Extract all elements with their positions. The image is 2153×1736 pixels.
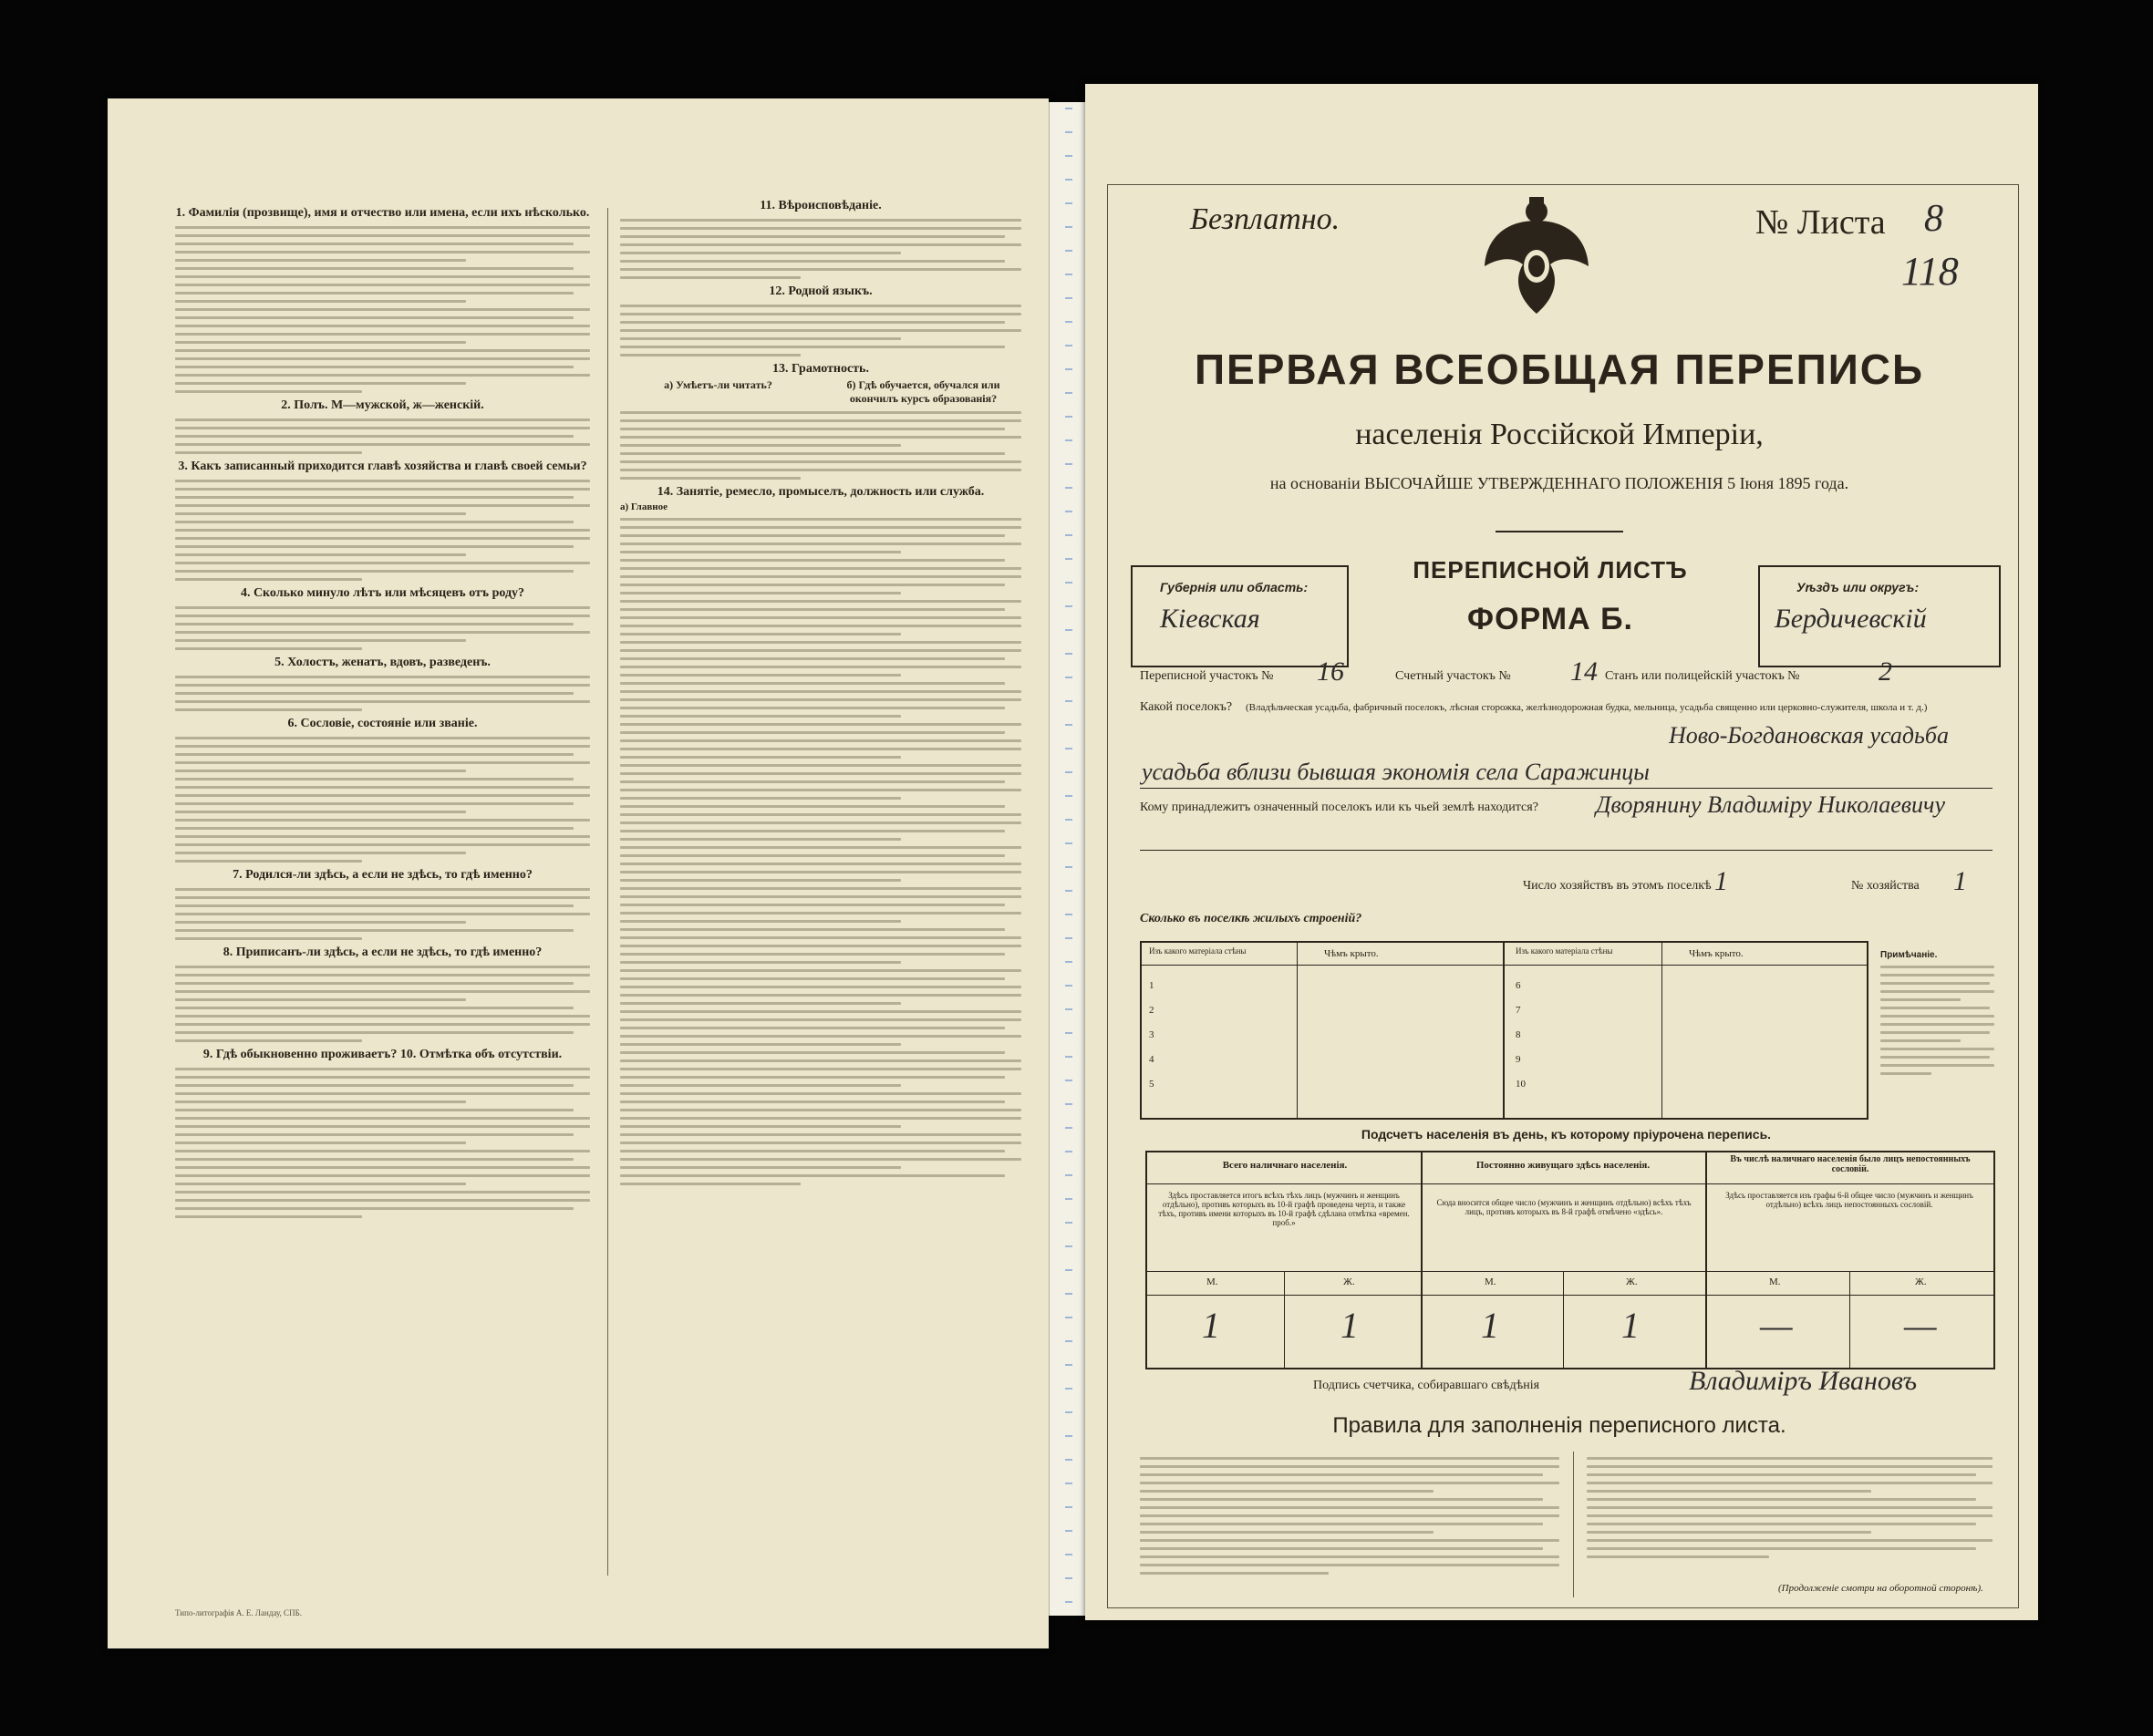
printer-imprint: Типо-литографія А. Е. Ландау, СПБ. xyxy=(175,1608,302,1617)
rules-title: Правила для заполненія переписного листа. xyxy=(1332,1413,1786,1438)
buildings-table xyxy=(1140,941,1868,1120)
perepis-uchastok-value[interactable]: 16 xyxy=(1317,656,1344,687)
title-rule xyxy=(1496,531,1623,532)
archive-number-handwritten: 118 xyxy=(1901,249,1959,294)
sheet-number-handwritten: 8 xyxy=(1924,198,1943,240)
uezd-value[interactable]: Бердичевскій xyxy=(1775,604,1927,634)
household-no-label: № хозяйства xyxy=(1851,879,1920,893)
count-title: Подсчетъ населенія въ день, къ которому пріурочена перепись. xyxy=(1361,1127,1772,1142)
section-7-heading: 7. Родился-ли здѣсь, а если не здѣсь, то гдѣ именно? xyxy=(233,868,533,882)
section-5-heading: 5. Холостъ, женатъ, вдовъ, разведенъ. xyxy=(274,656,491,669)
bld-col-line-left xyxy=(1297,943,1298,1118)
section-8-heading: 8. Приписанъ-ли здѣсь, а если не здѣсь, то гдѣ именно? xyxy=(223,946,543,959)
uezd-label: Уѣздъ или округъ: xyxy=(1796,580,1920,594)
section-9-10-heading: 9. Гдѣ обыкновенно проживаетъ? 10. Отмѣтка объ отсутствіи. xyxy=(202,1048,563,1061)
rules-column-2 xyxy=(1587,1452,1993,1579)
imperial-eagle-icon xyxy=(1477,193,1596,321)
bld-head-material-left: Изъ какого матеріала стѣны xyxy=(1149,946,1247,956)
sex-m-3: М. xyxy=(1769,1276,1781,1287)
sex-m-2: М. xyxy=(1485,1276,1496,1287)
households-value[interactable]: 1 xyxy=(1714,866,1728,896)
sex-m-1: М. xyxy=(1206,1276,1218,1287)
sex-f-2: Ж. xyxy=(1626,1276,1638,1287)
rules-divider xyxy=(1573,1452,1574,1597)
poselok-value-2[interactable]: усадьба вблизи бывшая экономія села Саражинцы xyxy=(1142,759,1650,785)
household-no-value[interactable]: 1 xyxy=(1953,866,1967,896)
bld-rows-right: 6 7 8 9 10 xyxy=(1516,980,1526,1090)
form-title-line1: ПЕРЕПИСНОЙ ЛИСТЪ xyxy=(1413,556,1688,584)
section-3-heading: 3. Какъ записанный приходится главѣ хозяйства и главѣ своей семьи? xyxy=(178,460,587,473)
section-14-heading: 14. Занятіе, ремесло, промыселъ, должность или служба. xyxy=(657,485,985,499)
count-permanent-m[interactable]: 1 xyxy=(1481,1305,1499,1346)
gubernia-value[interactable]: Кіевская xyxy=(1160,604,1260,634)
sub-13a: а) Умѣетъ-ли читать? xyxy=(664,378,772,391)
census-subtitle: населенія Россійской Имперіи, xyxy=(1355,418,1764,451)
count-permanent-f[interactable]: 1 xyxy=(1621,1305,1640,1346)
sub-14a: а) Главное xyxy=(620,501,668,512)
poselok-hint: (Владѣльческая усадьба, фабричный поселокъ, лѣсная сторожка, желѣзнодорожная будка, мельница, усадьба священно или церковно-служителя, школа и т. д.) xyxy=(1246,702,1928,713)
counter-signature-value[interactable]: Владиміръ Ивановъ xyxy=(1689,1366,1918,1396)
bld-head-material-right: Изъ какого матеріала стѣны xyxy=(1516,946,1613,956)
count-desc-permanent: Сюда вносится общее число (мужчинъ и женщинъ отдѣльно) всѣхъ тѣхъ лицъ, противъ которыхъ въ 8-й графѣ отмѣчено «здѣсь». xyxy=(1436,1198,1692,1216)
owner-underline xyxy=(1140,850,1993,851)
count-transient-m[interactable]: — xyxy=(1760,1305,1793,1346)
instructions-column-2 xyxy=(620,195,1021,1588)
column-divider xyxy=(607,208,608,1576)
sub-13b: б) Гдѣ обучается, обучался или окончилъ курсъ образованія? xyxy=(846,378,1000,405)
uezd-box xyxy=(1758,565,2001,667)
right-page-census-form xyxy=(1085,84,2038,1620)
count-desc-total: Здѣсь проставляется итогъ всѣхъ тѣхъ лицъ (мужчинъ и женщинъ отдѣльно), противъ которыхъ въ 10-й графѣ проведена черта, и также тѣхъ, противъ имени которыхъ въ 10-й графѣ сдѣлана отмѣтка «времен. проб.» xyxy=(1158,1191,1410,1227)
note-block xyxy=(1880,950,1994,1080)
census-basis: на основаніи ВЫСОЧАЙШЕ УТВЕРЖДЕННАГО ПОЛОЖЕНІЯ 5 Іюня 1895 года. xyxy=(1269,474,1849,492)
owner-label: Кому принадлежитъ означенный поселокъ или къ чьей землѣ находится? xyxy=(1140,801,1538,814)
section-13-heading: 13. Грамотность. xyxy=(772,362,869,376)
bld-col-line-right xyxy=(1661,943,1662,1118)
count-total-f[interactable]: 1 xyxy=(1340,1305,1359,1346)
buildings-label: Сколько въ поселкѣ жилыхъ строеній? xyxy=(1140,912,1362,925)
section-1-heading: 1. Фамилія (прозвище), имя и отчество или имена, если ихъ нѣсколько. xyxy=(175,206,590,220)
left-page-instructions xyxy=(108,98,1049,1648)
count-desc-transient: Здѣсь проставляется изъ графы 6-й общее число (мужчинъ и женщинъ отдѣльно) всѣхъ лицъ непостоянныхъ сословій. xyxy=(1725,1191,1973,1209)
poselok-underline xyxy=(1140,788,1993,789)
bld-head-roof-right: Чѣмъ крыто. xyxy=(1689,948,1744,959)
stan-value[interactable]: 2 xyxy=(1879,656,1892,687)
buildings-table-header-rule xyxy=(1142,965,1867,966)
count-total-m[interactable]: 1 xyxy=(1202,1305,1220,1346)
section-2-heading: 2. Полъ. М—мужской, ж—женскій. xyxy=(281,398,484,412)
free-label: Безплатно. xyxy=(1190,202,1340,236)
stan-label: Станъ или полицейскій участокъ № xyxy=(1605,669,1800,683)
instructions-column-1 xyxy=(175,202,590,1588)
gubernia-label: Губернія или область: xyxy=(1160,580,1309,594)
census-title: ПЕРВАЯ ВСЕОБЩАЯ ПЕРЕПИСЬ xyxy=(1194,346,1925,393)
schetny-uchastok-label: Счетный участокъ № xyxy=(1395,669,1511,683)
counter-signature-label: Подпись счетчика, собиравшаго свѣдѣнія xyxy=(1313,1379,1540,1392)
section-11-heading: 11. Вѣроисповѣданіе. xyxy=(760,199,882,212)
count-head-transient: Въ числѣ наличнаго населенія было лицъ непостоянныхъ сословій. xyxy=(1730,1154,1971,1174)
note-label: Примѣчаніе. xyxy=(1880,950,1938,960)
rules-footer: (Продолженіе смотри на оборотной сторонѣ). xyxy=(1778,1583,1983,1594)
perepis-uchastok-label: Переписной участокъ № xyxy=(1140,669,1274,683)
rules-column-1 xyxy=(1140,1452,1559,1597)
buildings-table-divider xyxy=(1503,943,1505,1118)
bld-rows-left: 1 2 3 4 5 xyxy=(1149,980,1154,1090)
owner-value[interactable]: Дворянину Владиміру Николаевичу xyxy=(1596,791,1945,818)
count-head-permanent: Постоянно живущаго здѣсь населенія. xyxy=(1475,1160,1651,1171)
poselok-value[interactable]: Ново-Богдановская усадьба xyxy=(1669,722,1949,749)
households-label: Число хозяйствъ въ этомъ поселкѣ xyxy=(1523,879,1712,893)
count-transient-f[interactable]: — xyxy=(1904,1305,1937,1346)
binding-stitches xyxy=(1065,108,1072,1610)
schetny-uchastok-value[interactable]: 14 xyxy=(1570,656,1598,687)
bld-head-roof-left: Чѣмъ крыто. xyxy=(1324,948,1379,959)
sheet-number-label: № Листа xyxy=(1755,203,1886,242)
section-6-heading: 6. Сословіе, состояніе или званіе. xyxy=(287,717,478,730)
section-4-heading: 4. Сколько минуло лѣтъ или мѣсяцевъ отъ роду? xyxy=(240,586,525,600)
population-count-table xyxy=(1145,1151,1995,1369)
sex-f-1: Ж. xyxy=(1343,1276,1355,1287)
poselok-label: Какой поселокъ? xyxy=(1140,700,1233,714)
gubernia-box xyxy=(1131,565,1349,667)
count-head-total: Всего наличнаго населенія. xyxy=(1222,1160,1348,1171)
form-title-line2: ФОРМА Б. xyxy=(1467,602,1633,636)
section-12-heading: 12. Родной языкъ. xyxy=(769,284,873,298)
sex-f-3: Ж. xyxy=(1915,1276,1927,1287)
